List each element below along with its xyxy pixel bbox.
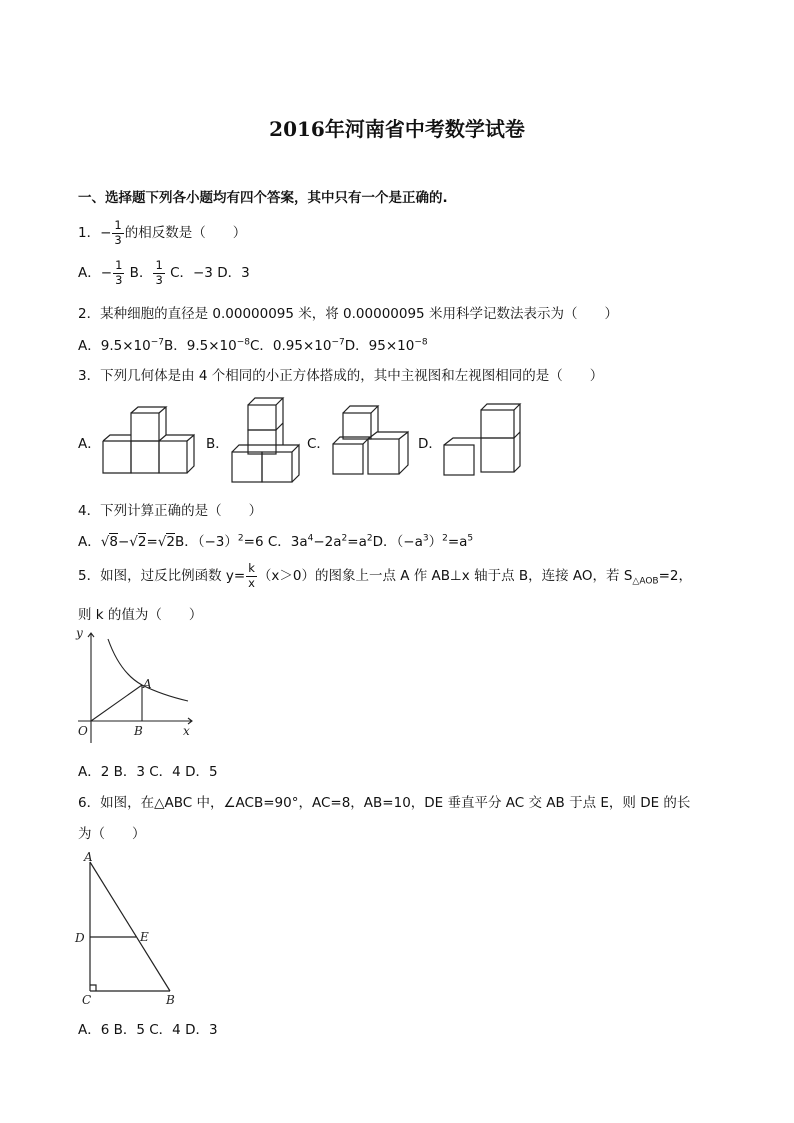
q4-equals: = xyxy=(146,534,158,550)
q1-option-b-fraction xyxy=(153,260,164,286)
question-1-options xyxy=(78,260,250,286)
q4-option-b: B．（−3） xyxy=(174,534,238,550)
q3-label-c: C． xyxy=(307,436,330,452)
question-6-line-2: 为（ ） xyxy=(78,826,146,842)
q4-option-d: D．（−a xyxy=(372,534,423,550)
q4-d-mid: ） xyxy=(428,534,443,550)
question-6: 6．如图，在△ABC 中，∠ACB=90°，AC=8，AB=10，DE 垂直平分 AC 交 AB 于点 E，则 DE 的长 xyxy=(78,795,691,811)
q6-label-d: D xyxy=(75,931,85,945)
q3c-cubes xyxy=(333,406,408,474)
q4-radicand-2: 2 xyxy=(137,534,147,550)
q5-label-o: O xyxy=(78,724,88,738)
q5-label-b: B xyxy=(134,724,143,738)
q4-d-exp-2: 2 xyxy=(442,533,448,544)
q5-stem-start: 5．如图，过反比例函数 y= xyxy=(78,568,246,584)
q1-frac-num: 1 xyxy=(114,218,122,232)
q3-figure-b xyxy=(229,396,303,486)
q4-minus: − xyxy=(117,534,130,550)
q1-option-a-den: 3 xyxy=(115,272,123,287)
q5-figure xyxy=(70,625,200,750)
q5-frac-den: x xyxy=(248,575,255,590)
q4-c-mid: −2a xyxy=(313,534,342,550)
q5-stem-mid: （x＞0）的图象上一点 A 作 AB⊥x 轴于点 B，连接 AO，若 S xyxy=(257,568,633,584)
q1-number: 1． xyxy=(78,225,101,241)
question-1 xyxy=(78,220,246,246)
q4-sqrt-sign-2: √ xyxy=(129,534,138,550)
q3b-cubes xyxy=(232,398,299,482)
q4-sqrt-sign-3: √ xyxy=(157,534,167,550)
q4-radicand-3: 2 xyxy=(166,534,175,550)
q4-d-exp-1: 3 xyxy=(422,533,429,544)
q2-option-d-exp: −8 xyxy=(414,337,428,348)
q6-label-e: E xyxy=(140,930,149,944)
q1-option-a-fraction xyxy=(113,260,124,286)
q6-label-b: B xyxy=(166,993,175,1007)
page-title: 2016年河南省中考数学试卷 xyxy=(269,117,525,141)
q1-options-c-d: C．−3 D．3 xyxy=(165,265,250,281)
q6-side-ab xyxy=(90,862,170,991)
q3-figure-d xyxy=(441,402,525,478)
question-6-options: A．6 B．5 C．4 D．3 xyxy=(78,1022,218,1038)
q4-option-a-label: A． xyxy=(78,534,101,550)
q5-stem-end: =2， xyxy=(658,568,693,584)
q5-label-a: A xyxy=(143,677,152,691)
q5-frac-num: k xyxy=(248,561,255,575)
q3-label-d: D． xyxy=(418,436,442,452)
question-5-line-2: 则 k 的值为（ ） xyxy=(78,607,203,623)
q6-label-a: A xyxy=(84,850,93,864)
question-5 xyxy=(78,563,692,589)
q5-segment-oa xyxy=(91,685,142,721)
q2-option-a-exp: −7 xyxy=(150,337,164,348)
q1-option-a-num: 1 xyxy=(115,258,123,272)
question-2: 2．某种细胞的直径是 0.00000095 米，将 0.00000095 米用科学记数法表示为（ ） xyxy=(78,306,618,322)
q3-figure-c xyxy=(330,403,414,477)
q3-label-b: B． xyxy=(206,436,229,452)
q5-fraction xyxy=(246,563,257,589)
q4-sqrt-sign-1: √ xyxy=(100,534,110,550)
q6-label-c: C xyxy=(82,993,92,1007)
q1-stem: 的相反数是（ ） xyxy=(124,225,247,241)
question-4: 4．下列计算正确的是（ ） xyxy=(78,503,263,519)
q2-option-b: B．9.5×10 xyxy=(163,338,237,354)
q1-fraction xyxy=(112,220,123,246)
q3-label-a: A． xyxy=(78,436,101,452)
q4-c-eq: =a xyxy=(347,534,367,550)
q2-option-c-exp: −7 xyxy=(331,337,345,348)
q5-label-y: y xyxy=(76,626,83,640)
q5-label-x: x xyxy=(183,724,190,738)
question-2-options xyxy=(78,334,428,354)
q2-option-a: A．9.5×10 xyxy=(78,338,151,354)
question-4-options xyxy=(78,530,473,550)
q1-option-b-den: 3 xyxy=(155,272,163,287)
q4-c-exp-3: 2 xyxy=(366,533,373,544)
section-heading: 一、选择题下列各小题均有四个答案，其中只有一个是正确的. xyxy=(78,190,448,206)
q3a-cubes xyxy=(103,407,194,473)
q3d-cubes xyxy=(444,404,520,475)
q4-c-exp-1: 4 xyxy=(307,533,314,544)
q6-right-angle-mark xyxy=(90,985,96,991)
q5-hyperbola xyxy=(108,639,188,701)
q1-option-b-label: B． xyxy=(125,265,153,281)
question-5-options: A．2 B．3 C．4 D．5 xyxy=(78,764,218,780)
q1-option-b-num: 1 xyxy=(155,258,163,272)
q4-d-eq: =a xyxy=(447,534,468,550)
q2-option-c: C．0.95×10 xyxy=(250,338,332,354)
q4-radicand-1: 8 xyxy=(109,534,118,550)
q2-option-d: D．95×10 xyxy=(344,338,415,354)
q3-figure-a xyxy=(98,405,198,475)
q4-option-b-exp: 2 xyxy=(237,533,244,544)
q1-option-a-label: A． xyxy=(78,265,101,281)
q4-c-exp-2: 2 xyxy=(341,533,348,544)
q1-frac-den: 3 xyxy=(114,232,122,247)
q6-figure xyxy=(72,848,182,1008)
q1-minus: − xyxy=(100,225,112,241)
q2-option-b-exp: −8 xyxy=(236,337,250,348)
question-3: 3．下列几何体是由 4 个相同的小正方体搭成的，其中主视图和左视图相同的是（ ） xyxy=(78,368,604,384)
q5-subscript: △AOB xyxy=(632,576,659,587)
q4-option-b-tail: =6 C．3a xyxy=(243,534,308,550)
q4-d-exp-3: 5 xyxy=(467,533,474,544)
q1-option-a-minus: − xyxy=(100,265,113,281)
